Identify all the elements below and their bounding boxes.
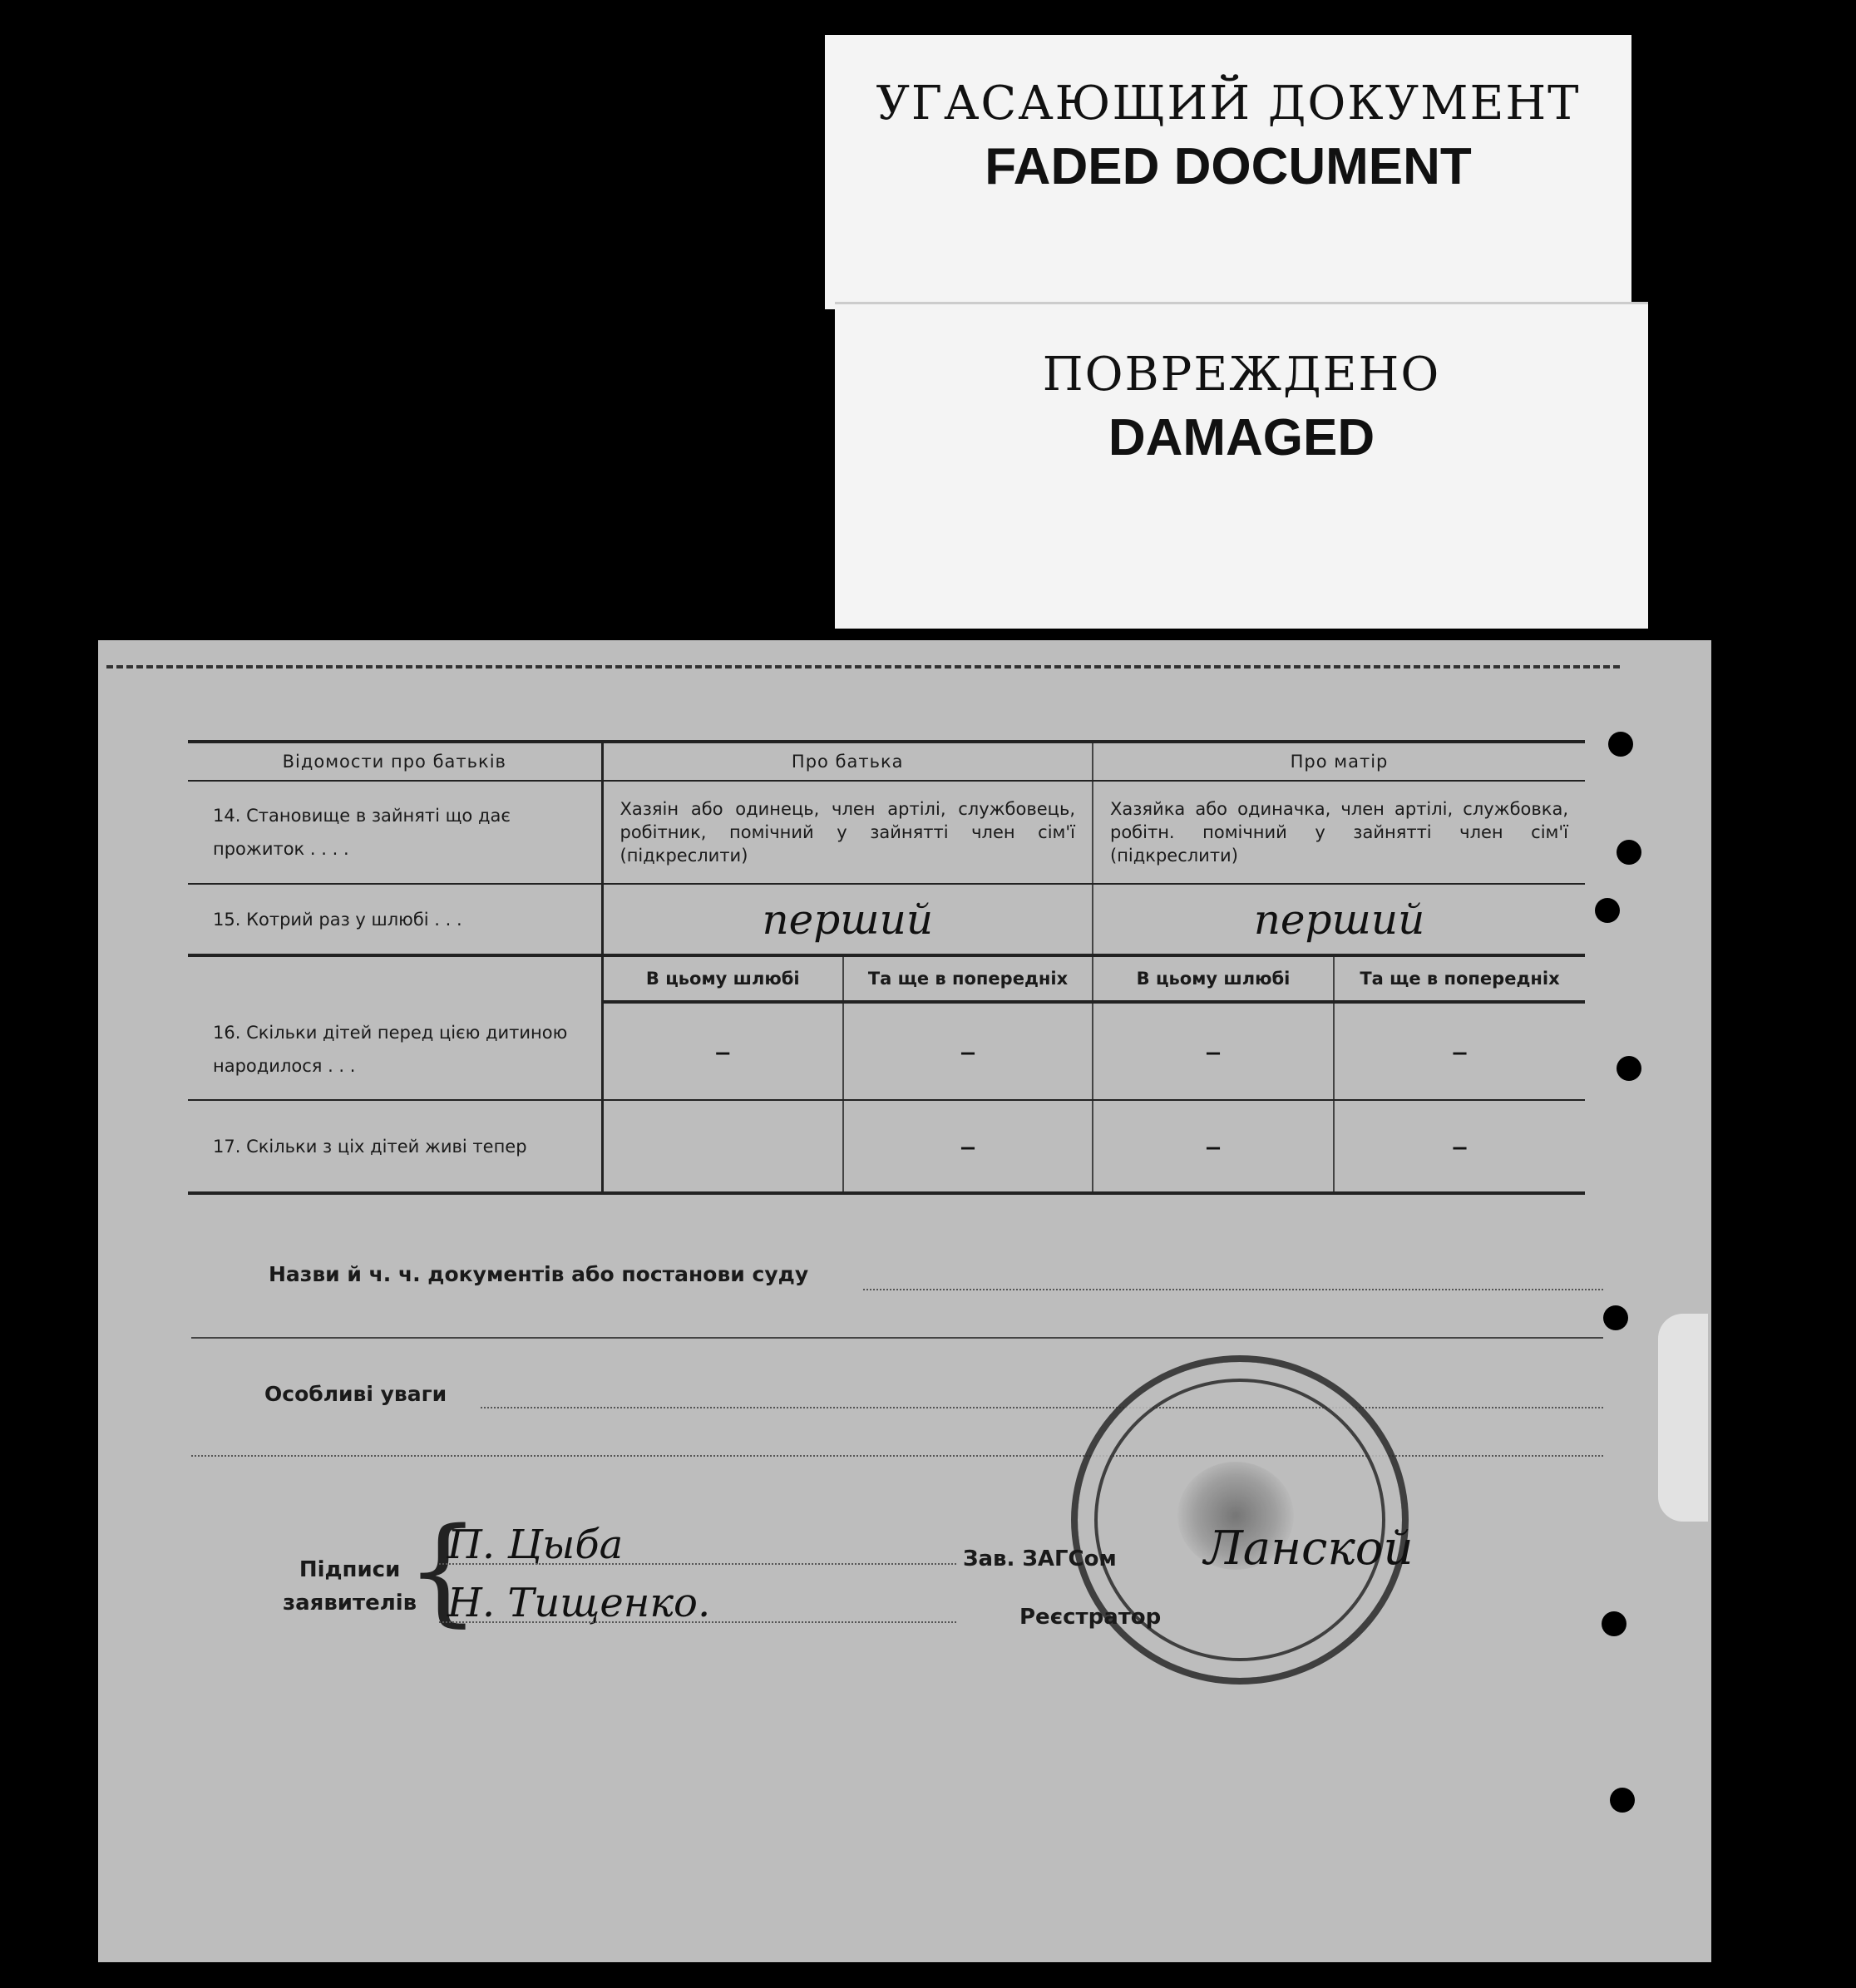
- damaged-document-card: [835, 304, 1648, 629]
- applicant-line-1: [439, 1563, 956, 1565]
- registrar-label: Реєстратор: [1019, 1605, 1162, 1630]
- applicant-line-2: [439, 1621, 956, 1623]
- notes-line: [481, 1407, 1603, 1408]
- damaged-ru-text: ПОВРЕЖДЕНО: [1042, 348, 1441, 402]
- punch-hole: [1617, 1056, 1641, 1081]
- faded-ru-text: УГАСАЮЩИЙ ДОКУМЕНТ: [876, 76, 1581, 131]
- row16-label: 16. Скільки дітей перед цією дитиною народилося . . .: [213, 1022, 568, 1076]
- sub-father-this: В цьому шлюбі: [602, 955, 843, 1002]
- damaged-en-text: DAMAGED: [1108, 409, 1375, 466]
- sub-mother-prev: Та ще в попередніх: [1334, 955, 1585, 1002]
- row15-label: 15. Котрий раз у шлюбі . . .: [188, 884, 602, 955]
- registry-head-signature: Ланской: [1204, 1522, 1414, 1576]
- documents-line: [863, 1289, 1603, 1290]
- torn-edge: [1658, 1314, 1708, 1522]
- faded-document-card: [825, 35, 1631, 309]
- record-page: [98, 640, 1711, 1962]
- official-seal: [1071, 1355, 1409, 1685]
- punch-hole: [1610, 1788, 1635, 1813]
- applicants-brace: {: [406, 1503, 481, 1639]
- header-parents-info: Відомости про батьків: [188, 742, 602, 781]
- row15-father: перший: [602, 884, 1093, 955]
- header-father: Про батька: [602, 742, 1093, 781]
- row16-mother-this: –: [1093, 1002, 1334, 1100]
- row14-label: 14. Становище в зайняті що дає прожиток . . . .: [188, 781, 602, 884]
- row17-label: 17. Скільки з ціх дітей живі тепер: [188, 1100, 602, 1193]
- row16-father-this: –: [602, 1002, 843, 1100]
- punch-hole: [1603, 1305, 1628, 1330]
- applicant-signature-2: Н. Тищенко.: [447, 1580, 711, 1626]
- row16-mother-prev: –: [1334, 1002, 1585, 1100]
- parents-info-table: [188, 740, 1585, 1195]
- punch-hole: [1617, 840, 1641, 865]
- row14-mother: Хазяйка або одиначка, член артілі, службовка, робітн. помічний у зайнятті член сім'ї (підкреслити): [1093, 781, 1585, 884]
- punch-hole: [1595, 898, 1620, 923]
- perforation-line: [106, 665, 1620, 668]
- row16-father-prev: –: [843, 1002, 1093, 1100]
- punch-hole: [1602, 1611, 1626, 1636]
- row17-mother-this: –: [1093, 1100, 1334, 1193]
- notes-label: Особливі уваги: [264, 1382, 447, 1406]
- registry-head-label: Зав. ЗАГСом: [963, 1546, 1117, 1571]
- header-mother: Про матір: [1093, 742, 1585, 781]
- applicants-label-line1: Підписи: [299, 1557, 401, 1582]
- punch-hole: [1608, 732, 1633, 757]
- row17-father-prev: –: [843, 1100, 1093, 1193]
- applicants-label: [283, 1553, 417, 1620]
- row17-father-this: [602, 1100, 843, 1193]
- row16-label-cell: [188, 955, 602, 1100]
- documents-label: Назви й ч. ч. документів або постанови суду: [269, 1262, 809, 1286]
- row14-father: Хазяін або одинець, член артілі, службовець, робітник, помічний у зайнятті член сім'ї (підкреслити): [602, 781, 1093, 884]
- faded-en-text: FADED DOCUMENT: [985, 138, 1472, 195]
- documents-line-2: [191, 1337, 1603, 1339]
- applicants-label-line2: заявителів: [283, 1591, 417, 1616]
- applicant-signature-1: П. Цыба: [447, 1522, 624, 1568]
- sub-mother-this: В цьому шлюбі: [1093, 955, 1334, 1002]
- row15-mother: перший: [1093, 884, 1585, 955]
- sub-father-prev: Та ще в попередніх: [843, 955, 1093, 1002]
- row17-mother-prev: –: [1334, 1100, 1585, 1193]
